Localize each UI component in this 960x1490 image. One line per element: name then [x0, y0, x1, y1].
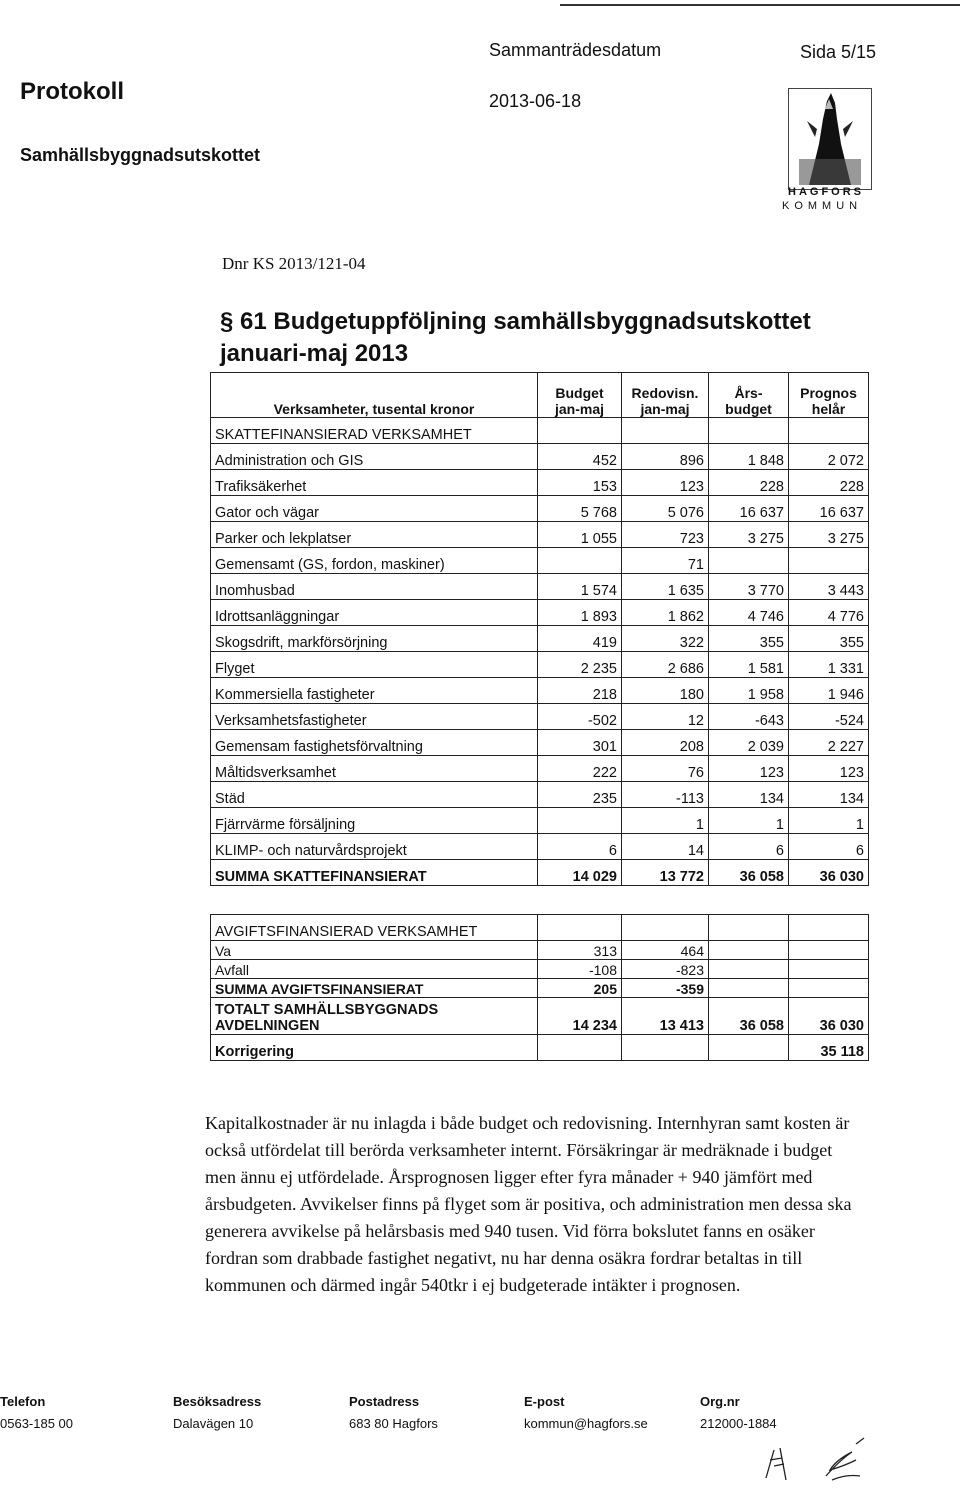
- cell-redovisn: -359: [622, 979, 709, 998]
- cell-prognos: 123: [789, 756, 869, 782]
- cell-budget: 5 768: [538, 496, 622, 522]
- footer-label: E-post: [524, 1394, 565, 1409]
- cell-arsbudget: 134: [709, 782, 789, 808]
- cell-prognos: 134: [789, 782, 869, 808]
- cell-redovisn: 13 413: [622, 998, 709, 1035]
- case-number: Dnr KS 2013/121-04: [222, 254, 366, 273]
- row-label: Verksamhetsfastigheter: [211, 704, 538, 730]
- section-title-line2: januari-maj 2013: [220, 340, 409, 367]
- cell-prognos: 1 331: [789, 652, 869, 678]
- cell-prognos: [789, 960, 869, 979]
- cell-budget: [538, 1035, 622, 1061]
- table-row: [211, 730, 869, 756]
- footer-telefon: [0, 1394, 73, 1431]
- cell-redovisn: [622, 418, 709, 444]
- cell-redovisn: 322: [622, 626, 709, 652]
- row-label-line1: TOTALT SAMHÄLLSBYGGNADS: [215, 1002, 439, 1018]
- cell-budget: 1 574: [538, 574, 622, 600]
- cell-budget: 419: [538, 626, 622, 652]
- footer-value: 683 80 Hagfors: [349, 1416, 438, 1431]
- header-arsbudget-line2: budget: [725, 401, 772, 417]
- cell-redovisn: 5 076: [622, 496, 709, 522]
- cell-budget: 218: [538, 678, 622, 704]
- cell-budget: [538, 915, 622, 941]
- cell-redovisn: 208: [622, 730, 709, 756]
- cell-arsbudget: 36 058: [709, 860, 789, 886]
- cell-redovisn: 123: [622, 470, 709, 496]
- cell-arsbudget: 3 275: [709, 522, 789, 548]
- cell-prognos: 3 443: [789, 574, 869, 600]
- cell-budget: 205: [538, 979, 622, 998]
- cell-budget: [538, 548, 622, 574]
- header-redovisn: [622, 373, 709, 418]
- row-label: AVGIFTSFINANSIERAD VERKSAMHET: [211, 915, 538, 941]
- row-label: Gemensamt (GS, fordon, maskiner): [211, 548, 538, 574]
- cell-budget: 6: [538, 834, 622, 860]
- page-number: Sida 5/15: [800, 42, 877, 62]
- cell-redovisn: 2 686: [622, 652, 709, 678]
- footer-value: 0563-185 00: [0, 1416, 74, 1431]
- table-row: [211, 652, 869, 678]
- table-row: [211, 574, 869, 600]
- cell-redovisn: 1 862: [622, 600, 709, 626]
- cell-redovisn: -823: [622, 960, 709, 979]
- top-rule: [560, 4, 960, 6]
- table-row: [211, 860, 869, 886]
- row-label: SKATTEFINANSIERAD VERKSAMHET: [211, 418, 538, 444]
- table-row: [211, 444, 869, 470]
- cell-arsbudget: 1 848: [709, 444, 789, 470]
- cell-budget: 14 029: [538, 860, 622, 886]
- row-label: Flyget: [211, 652, 538, 678]
- footer-value: 212000-1884: [700, 1416, 777, 1431]
- table-spacer-row: [211, 886, 869, 915]
- cell-prognos: 355: [789, 626, 869, 652]
- cell-arsbudget: 1 581: [709, 652, 789, 678]
- cell-budget: 1 055: [538, 522, 622, 548]
- row-label: Kommersiella fastigheter: [211, 678, 538, 704]
- row-label: Skogsdrift, markförsörjning: [211, 626, 538, 652]
- row-label: Trafiksäkerhet: [211, 470, 538, 496]
- row-label: Korrigering: [211, 1035, 538, 1061]
- cell-arsbudget: [709, 548, 789, 574]
- cell-redovisn: -113: [622, 782, 709, 808]
- row-label: Städ: [211, 782, 538, 808]
- footer-label: Besöksadress: [173, 1394, 262, 1409]
- table-row: [211, 626, 869, 652]
- footer-value: kommun@hagfors.se: [524, 1416, 648, 1431]
- cell-arsbudget: [709, 979, 789, 998]
- cell-prognos: 35 118: [789, 1035, 869, 1061]
- row-label: Parker och lekplatser: [211, 522, 538, 548]
- table-row: [211, 834, 869, 860]
- cell-prognos: [789, 548, 869, 574]
- cell-arsbudget: [709, 418, 789, 444]
- municipality-logo: [782, 82, 878, 232]
- cell-arsbudget: 36 058: [709, 998, 789, 1035]
- footer-email: [524, 1394, 648, 1431]
- row-label: Måltidsverksamhet: [211, 756, 538, 782]
- table-row: [211, 941, 869, 960]
- section-title: [220, 306, 811, 370]
- cell-arsbudget: 2 039: [709, 730, 789, 756]
- table-row: [211, 998, 869, 1035]
- cell-arsbudget: 4 746: [709, 600, 789, 626]
- cell-prognos: [789, 941, 869, 960]
- cell-arsbudget: 123: [709, 756, 789, 782]
- row-label: Administration och GIS: [211, 444, 538, 470]
- cell-budget: -502: [538, 704, 622, 730]
- table-row: [211, 548, 869, 574]
- cell-budget: [538, 808, 622, 834]
- row-label: Va: [211, 941, 538, 960]
- row-label: [211, 998, 538, 1035]
- cell-redovisn: 71: [622, 548, 709, 574]
- cell-redovisn: 12: [622, 704, 709, 730]
- cell-arsbudget: [709, 941, 789, 960]
- meeting-date: 2013-06-18: [489, 91, 582, 111]
- cell-prognos: 36 030: [789, 860, 869, 886]
- cell-arsbudget: 6: [709, 834, 789, 860]
- cell-redovisn: 180: [622, 678, 709, 704]
- document-title: Protokoll: [20, 78, 125, 105]
- header-redovisn-line2: jan-maj: [640, 401, 690, 417]
- cell-redovisn: [622, 915, 709, 941]
- footer-label: Postadress: [349, 1394, 420, 1409]
- initials-signatures: [760, 1430, 900, 1485]
- footer-postal-address: [349, 1394, 438, 1431]
- cell-budget: 222: [538, 756, 622, 782]
- cell-prognos: 4 776: [789, 600, 869, 626]
- cell-budget: 2 235: [538, 652, 622, 678]
- cell-arsbudget: 1 958: [709, 678, 789, 704]
- table-row: [211, 1035, 869, 1061]
- row-label: Gemensam fastighetsförvaltning: [211, 730, 538, 756]
- committee-name: Samhällsbyggnadsutskottet: [20, 145, 261, 165]
- table-row: [211, 704, 869, 730]
- header-activity: [211, 373, 538, 418]
- row-label: KLIMP- och naturvårdsprojekt: [211, 834, 538, 860]
- budget-table: [210, 372, 869, 1061]
- section-title-line1: § 61 Budgetuppföljning samhällsbyggnadsutskottet: [220, 308, 811, 335]
- cell-prognos: 228: [789, 470, 869, 496]
- table-row: [211, 600, 869, 626]
- cell-redovisn: 464: [622, 941, 709, 960]
- cell-arsbudget: -643: [709, 704, 789, 730]
- header-prognos: [789, 373, 869, 418]
- logo-text-kommun: KOMMUN: [782, 200, 863, 212]
- table-header-row: [211, 373, 869, 418]
- logo-text-hagfors: HAGFORS: [788, 186, 864, 198]
- cell-redovisn: 896: [622, 444, 709, 470]
- header-arsbudget: [709, 373, 789, 418]
- cell-budget: 14 234: [538, 998, 622, 1035]
- cell-prognos: 2 072: [789, 444, 869, 470]
- table-row: [211, 418, 869, 444]
- table-row: [211, 808, 869, 834]
- cell-prognos: 16 637: [789, 496, 869, 522]
- cell-prognos: 1: [789, 808, 869, 834]
- cell-arsbudget: [709, 1035, 789, 1061]
- table-row: [211, 470, 869, 496]
- row-label: Avfall: [211, 960, 538, 979]
- row-label: Idrottsanläggningar: [211, 600, 538, 626]
- row-label: SUMMA SKATTEFINANSIERAT: [211, 860, 538, 886]
- table-row: [211, 979, 869, 998]
- cell-budget: 452: [538, 444, 622, 470]
- header-budget: [538, 373, 622, 418]
- header-prognos-line2: helår: [811, 401, 846, 417]
- header-activity-label: Verksamheter, tusental kronor: [273, 401, 475, 417]
- row-label: Fjärrvärme försäljning: [211, 808, 538, 834]
- footer-org-nr: [700, 1394, 777, 1431]
- cell-prognos: -524: [789, 704, 869, 730]
- footer-label: Org.nr: [700, 1394, 740, 1409]
- cell-prognos: [789, 418, 869, 444]
- cell-budget: 1 893: [538, 600, 622, 626]
- cell-arsbudget: 1: [709, 808, 789, 834]
- cell-arsbudget: [709, 915, 789, 941]
- cell-budget: 313: [538, 941, 622, 960]
- cell-arsbudget: 355: [709, 626, 789, 652]
- cell-prognos: 2 227: [789, 730, 869, 756]
- table-row: [211, 756, 869, 782]
- row-label: Inomhusbad: [211, 574, 538, 600]
- footer-label: Telefon: [0, 1394, 46, 1409]
- table-row: [211, 915, 869, 941]
- cell-prognos: [789, 979, 869, 998]
- table-row: [211, 496, 869, 522]
- cell-prognos: 1 946: [789, 678, 869, 704]
- table-row: [211, 678, 869, 704]
- cell-arsbudget: 16 637: [709, 496, 789, 522]
- cell-arsbudget: 228: [709, 470, 789, 496]
- cell-prognos: 3 275: [789, 522, 869, 548]
- row-label-line2: AVDELNINGEN: [215, 1018, 320, 1034]
- header-budget-line1: Budget: [555, 385, 604, 401]
- cell-redovisn: 1 635: [622, 574, 709, 600]
- footer-visit-address: [173, 1394, 261, 1431]
- cell-redovisn: 723: [622, 522, 709, 548]
- cell-budget: -108: [538, 960, 622, 979]
- cell-budget: 301: [538, 730, 622, 756]
- header-redovisn-line1: Redovisn.: [631, 385, 699, 401]
- row-label: Gator och vägar: [211, 496, 538, 522]
- cell-budget: 235: [538, 782, 622, 808]
- cell-prognos: [789, 915, 869, 941]
- logo-image: [788, 88, 872, 190]
- table-row: [211, 782, 869, 808]
- table-row: [211, 522, 869, 548]
- cell-budget: [538, 418, 622, 444]
- footer-value: Dalavägen 10: [173, 1416, 254, 1431]
- cell-redovisn: 13 772: [622, 860, 709, 886]
- header-budget-line2: jan-maj: [554, 401, 604, 417]
- cell-redovisn: 76: [622, 756, 709, 782]
- commentary-paragraph: Kapitalkostnader är nu inlagda i både budget och redovisning. Internhyran samt kosten är också utfördelat till berörda verksamheter internt. Försäkringar är medräknade i budget men ännu ej utfördelade. Årsprognosen ligger efter fyra månader + 940 jämfört med årsbudgeten. Avvikelser finns på flyget som är positiva, och administration men dessa ska generera avvikelse på helårsbasis med 940 tusen. Vid förra bokslutet fanns en osäker fordran som drabbade fastighet negativt, nu har denna osäkra fordrar betaltas in till kommunen och därmed ingår 540tkr i ej budgeterade intäkter i prognosen.: [205, 1113, 852, 1295]
- cell-budget: 153: [538, 470, 622, 496]
- cell-redovisn: [622, 1035, 709, 1061]
- header-prognos-line1: Prognos: [800, 385, 857, 401]
- cell-redovisn: 14: [622, 834, 709, 860]
- cell-redovisn: 1: [622, 808, 709, 834]
- cell-arsbudget: 3 770: [709, 574, 789, 600]
- cell-arsbudget: [709, 960, 789, 979]
- row-label: SUMMA AVGIFTSFINANSIERAT: [211, 979, 538, 998]
- header-arsbudget-line1: Års-: [734, 385, 763, 401]
- cell-prognos: 6: [789, 834, 869, 860]
- meeting-date-label: Sammanträdesdatum: [489, 40, 662, 60]
- table-row: [211, 960, 869, 979]
- cell-prognos: 36 030: [789, 998, 869, 1035]
